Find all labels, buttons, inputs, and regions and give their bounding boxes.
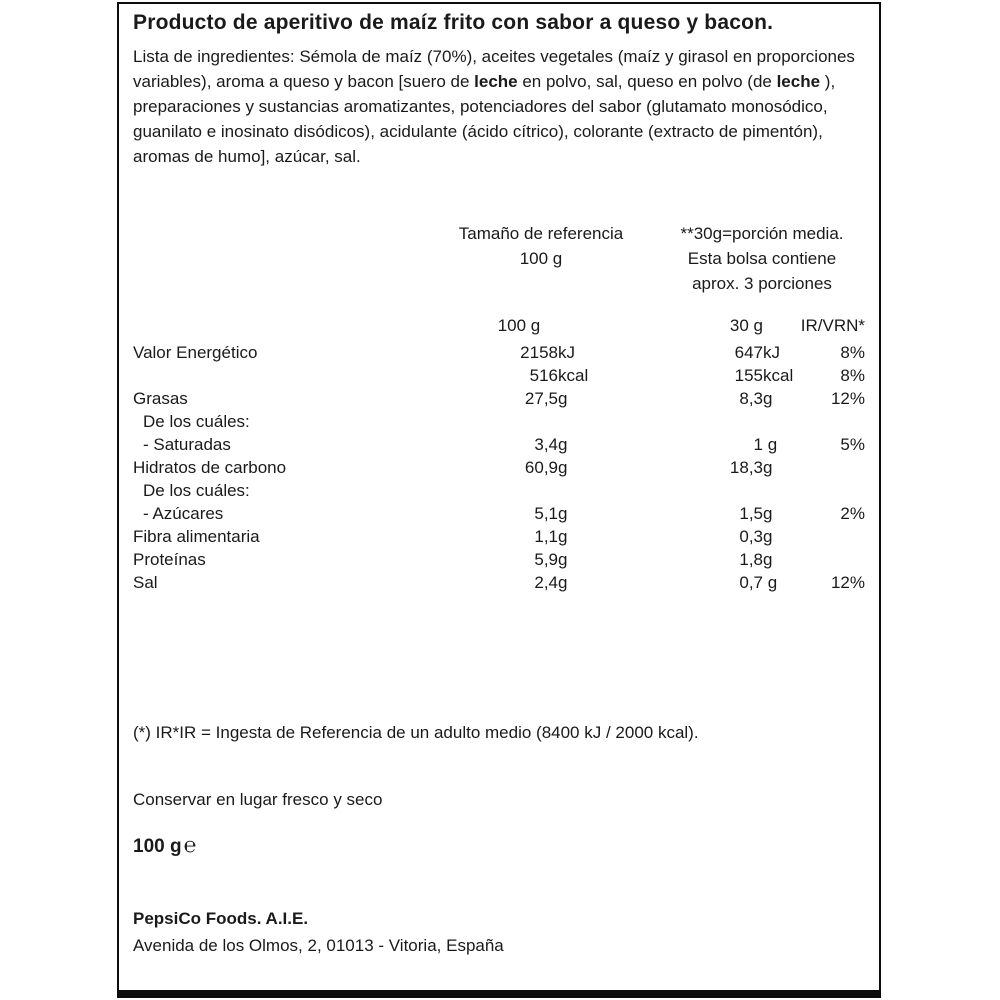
nutrition-row: [133, 364, 865, 387]
cell: g: [763, 435, 778, 454]
cell: g: [763, 550, 773, 569]
cell: 60,9: [524, 458, 558, 477]
cell: [610, 410, 763, 433]
nutrition-row: [133, 433, 865, 456]
manufacturer-block: [133, 905, 865, 959]
cell: g: [763, 504, 773, 523]
cell: [810, 410, 865, 433]
cell: 1: [753, 435, 763, 454]
spacer: [651, 221, 659, 296]
cell: 18,3: [729, 458, 763, 477]
cell: De los cuáles:: [143, 412, 250, 431]
ingredients-segment: en polvo, sal, queso en polvo (de: [517, 72, 777, 91]
cell: [810, 456, 865, 479]
nutrition-row: [133, 525, 865, 548]
cell: [610, 479, 763, 502]
net-weight: [133, 833, 865, 859]
nutrition-row: [133, 479, 865, 502]
manufacturer-name: PepsiCo Foods. A.I.E.: [133, 909, 309, 928]
cell: - Saturadas: [143, 435, 231, 454]
cell: 516: [529, 366, 558, 385]
cell: 2158: [520, 343, 558, 362]
cell: 1,1: [534, 527, 558, 546]
nutrition-row: [133, 548, 865, 571]
portion-line-2: Esta bolsa contiene: [687, 249, 837, 268]
cell: [763, 479, 810, 502]
portion-line-3: aprox. 3 porciones: [692, 274, 832, 293]
cell: g: [558, 458, 568, 477]
cell: [810, 525, 865, 548]
reference-note: (*) IR*IR = Ingesta de Referencia de un adulto medio (8400 kJ / 2000 kcal).: [133, 723, 699, 742]
cell: [133, 364, 428, 387]
reference-size-label: Tamaño de referencia: [458, 224, 624, 243]
cell: 5,9: [534, 550, 558, 569]
cell: g: [763, 573, 778, 592]
cell: 12%: [830, 389, 865, 408]
allergen-highlight: leche: [474, 72, 518, 91]
cell: g: [558, 527, 568, 546]
cell: [558, 410, 610, 433]
cell: Grasas: [133, 389, 188, 408]
spacer: [133, 314, 428, 337]
cell: 1,8: [739, 550, 763, 569]
reference-size-value: 100 g: [519, 249, 563, 268]
spacer: [133, 221, 431, 296]
cell: Hidratos de carbono: [133, 458, 287, 477]
column-header-irvrn: IR/VRN*: [800, 316, 865, 335]
nutrition-row: [133, 571, 865, 594]
cell: g: [763, 527, 773, 546]
reference-size-block: [431, 221, 651, 296]
cell: [810, 548, 865, 571]
cell: 5,1: [534, 504, 558, 523]
column-header-30g: 30 g: [729, 316, 763, 335]
cell: [763, 410, 810, 433]
cell: 647: [734, 343, 763, 362]
nutrition-row: [133, 502, 865, 525]
cell: g: [763, 389, 773, 408]
cell: 5%: [840, 435, 865, 454]
net-weight-value: 100 g: [133, 836, 182, 857]
table-header-row: [133, 314, 865, 337]
storage-instructions: Conservar en lugar fresco y seco: [133, 790, 383, 809]
cell: g: [558, 389, 568, 408]
nutrition-row: [133, 341, 865, 364]
cell: 8%: [840, 366, 865, 385]
cell: 2,4: [534, 573, 558, 592]
portion-line-1: **30g=porción media.: [680, 224, 844, 243]
estimated-sign: ℮: [183, 834, 197, 857]
cell: Valor Energético: [133, 343, 258, 362]
column-header-100g: 100 g: [497, 316, 541, 335]
nutrition-row: [133, 456, 865, 479]
cell: 8%: [840, 343, 865, 362]
product-title: Producto de aperitivo de maíz frito con sabor a queso y bacon.: [133, 11, 774, 34]
cell: [428, 410, 558, 433]
nutrition-table-body: [133, 341, 865, 594]
cell: 27,5: [524, 389, 558, 408]
cell: [428, 479, 558, 502]
allergen-highlight: leche: [776, 72, 821, 91]
cell: 2%: [840, 504, 865, 523]
cell: kJ: [558, 343, 575, 362]
portion-info-block: [659, 221, 865, 296]
cell: 155: [734, 366, 763, 385]
cell: De los cuáles:: [143, 481, 250, 500]
reference-header: [133, 221, 865, 296]
cell: kJ: [763, 343, 780, 362]
ingredients-text: [133, 44, 865, 169]
cell: 8,3: [739, 389, 763, 408]
nutrition-row: [133, 410, 865, 433]
cell: Sal: [133, 573, 158, 592]
cell: [558, 479, 610, 502]
nutrition-label: [117, 2, 881, 998]
ingredients-segment: ), preparaciones y sustancias aromatizantes, potenciadores del sabor (glutamato monosódico, guanilato e inosinato disódicos), acidulante (ácido cítrico), colorante (extracto de pimentón), aromas de humo], azúcar, sal.: [133, 72, 836, 166]
cell: 0,7: [739, 573, 763, 592]
cell: 12%: [830, 573, 865, 592]
cell: kcal: [558, 366, 589, 385]
cell: kcal: [763, 366, 794, 385]
cell: 0,3: [739, 527, 763, 546]
cell: g: [558, 435, 568, 454]
cell: Proteínas: [133, 550, 206, 569]
cell: 3,4: [534, 435, 558, 454]
ingredients-segment: Lista de ingredientes: Sémola de maíz (70%), aceites vegetales (maíz y girasol en proporciones variables), aroma a queso y bacon [suero de: [133, 47, 855, 91]
manufacturer-address: Avenida de los Olmos, 2, 01013 - Vitoria, España: [133, 936, 504, 955]
cell: g: [558, 504, 568, 523]
nutrition-row: [133, 387, 865, 410]
cell: - Azúcares: [143, 504, 224, 523]
cell: [810, 479, 865, 502]
cell: 1,5: [739, 504, 763, 523]
cell: g: [558, 550, 568, 569]
cell: g: [763, 458, 773, 477]
cell: Fibra alimentaria: [133, 527, 260, 546]
cell: g: [558, 573, 568, 592]
